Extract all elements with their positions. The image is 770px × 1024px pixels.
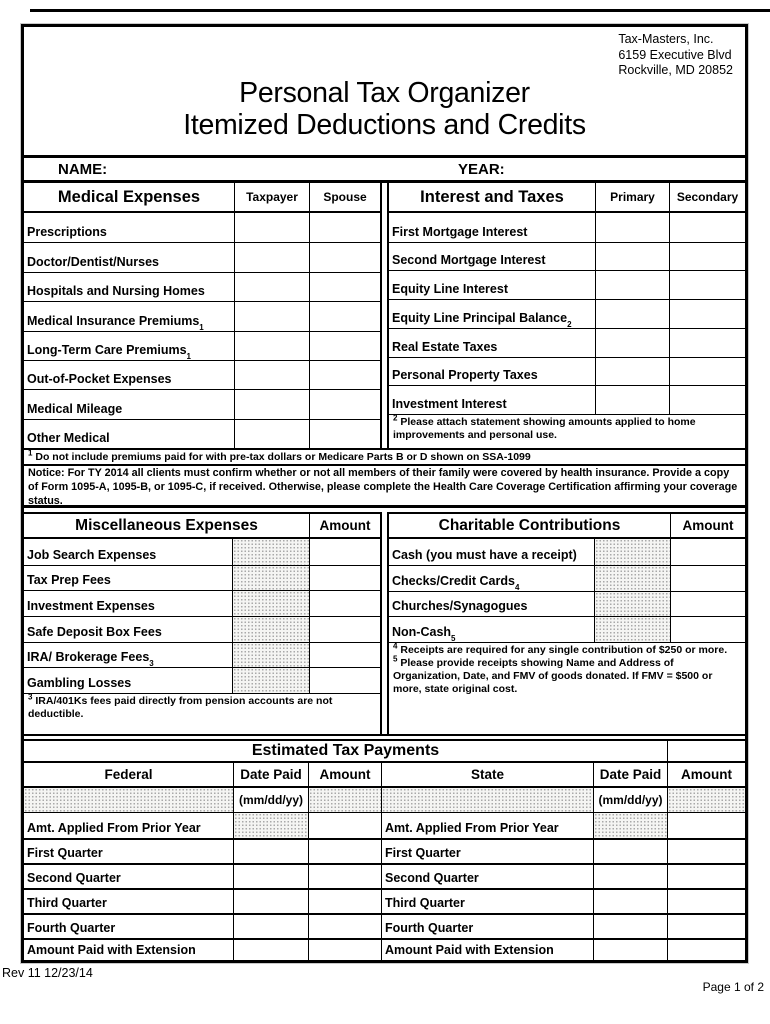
amount-cell[interactable]	[309, 565, 380, 591]
shaded-cell	[232, 616, 309, 642]
row-label: Churches/Synagogues	[389, 591, 594, 617]
spouse-amount-cell[interactable]	[309, 360, 380, 389]
secondary-amount-cell[interactable]	[669, 385, 745, 414]
shaded-cell	[594, 565, 670, 591]
primary-amount-cell[interactable]	[595, 299, 669, 328]
amount-cell[interactable]	[670, 565, 745, 591]
row-label: Job Search Expenses	[27, 547, 157, 562]
estimated-title-side-cell	[667, 741, 745, 763]
row-label: Safe Deposit Box Fees	[24, 616, 232, 642]
page-title	[24, 77, 745, 141]
medical-footnote: $^1$ Do not include premiums paid for with pre-tax dollars or Medicare Parts B or D shown on SSA-1099	[24, 448, 745, 466]
form-frame	[21, 24, 748, 963]
date-format-hint: (mm/dd/yy)	[593, 788, 667, 812]
row-label: Amt. Applied From Prior Year	[381, 812, 593, 838]
row-label: Long-Term Care Premiums 1	[24, 331, 234, 360]
shaded-cell	[593, 812, 667, 838]
spouse-amount-cell[interactable]	[309, 419, 380, 448]
amount-cell[interactable]	[308, 888, 381, 913]
date-paid-cell[interactable]	[593, 863, 667, 888]
secondary-amount-cell[interactable]	[669, 270, 745, 299]
spouse-amount-cell[interactable]	[309, 389, 380, 418]
charitable-footnote-5: $^5$ Please provide receipts showing Name and Address of Organization, Date, and FMV of goods donated. If FMV = $500 or more, state original cost.	[393, 654, 713, 695]
row-label: Amount Paid with Extension	[24, 938, 233, 960]
date-paid-cell[interactable]	[233, 863, 308, 888]
primary-amount-cell[interactable]	[595, 328, 669, 357]
shaded-cell	[232, 565, 309, 591]
row-label: First Quarter	[381, 838, 593, 863]
misc-charitable-section	[24, 512, 745, 734]
row-label: Equity Line Principal Balance 2	[389, 299, 595, 328]
amount-cell[interactable]	[309, 616, 380, 642]
row-label: Other Medical	[24, 419, 234, 448]
spouse-amount-cell[interactable]	[309, 301, 380, 330]
estimated-title: Estimated Tax Payments	[24, 741, 667, 763]
company-address-block	[618, 32, 733, 79]
amount-cell[interactable]	[308, 838, 381, 863]
shaded-cell	[232, 539, 309, 565]
primary-column-header: Primary	[595, 183, 669, 213]
estimated-tax-payments-table	[24, 739, 745, 960]
row-label: Second Mortgage Interest	[389, 242, 595, 271]
row-label: Hospitals and Nursing Homes	[24, 272, 234, 301]
shaded-cell	[667, 788, 745, 812]
charitable-contributions-table	[387, 512, 745, 734]
date-paid-cell[interactable]	[593, 938, 667, 960]
amount-cell[interactable]	[308, 812, 381, 838]
amount-cell[interactable]	[309, 642, 380, 668]
charitable-amount-column-header: Amount	[670, 514, 745, 539]
taxpayer-amount-cell[interactable]	[234, 242, 309, 271]
shaded-cell	[232, 642, 309, 668]
row-label: Third Quarter	[381, 888, 593, 913]
interest-footnote: $^2$ Please attach statement showing amounts applied to home improvements and personal use.	[389, 414, 745, 448]
interest-taxes-table	[387, 183, 745, 448]
primary-amount-cell[interactable]	[595, 270, 669, 299]
company-name: Tax-Masters, Inc.	[618, 32, 714, 46]
amount-cell[interactable]	[309, 539, 380, 565]
primary-amount-cell[interactable]	[595, 385, 669, 414]
charitable-footnote-4: $^4$ Receipts are required for any single contribution of $250 or more.	[393, 641, 728, 656]
row-label: Second Quarter	[24, 863, 233, 888]
spouse-column-header: Spouse	[309, 183, 380, 213]
spouse-amount-cell[interactable]	[309, 331, 380, 360]
taxpayer-column-header: Taxpayer	[234, 183, 309, 213]
medical-table-title: Medical Expenses	[24, 183, 234, 213]
amount-cell[interactable]	[309, 667, 380, 693]
misc-table-title: Miscellaneous Expenses	[24, 514, 309, 539]
amount-cell[interactable]	[667, 913, 745, 938]
name-fill-area[interactable]	[119, 158, 449, 180]
title-line-2: Itemized Deductions and Credits	[183, 109, 586, 141]
page-number: Page 1 of 2	[702, 980, 764, 994]
row-label: Second Quarter	[381, 863, 593, 888]
spouse-amount-cell[interactable]	[309, 242, 380, 271]
spouse-amount-cell[interactable]	[309, 213, 380, 242]
amount-cell[interactable]	[667, 888, 745, 913]
row-label: IRA/ Brokerage Fees 3	[24, 642, 232, 668]
row-label: Medical Mileage	[24, 389, 234, 418]
date-paid-column-header: Date Paid	[233, 763, 308, 788]
amount-cell[interactable]	[667, 938, 745, 960]
amount-cell[interactable]	[670, 616, 745, 642]
row-label: Fourth Quarter	[381, 913, 593, 938]
interest-table-title: Interest and Taxes	[389, 183, 595, 213]
medical-expenses-table	[24, 183, 382, 448]
spouse-amount-cell[interactable]	[309, 272, 380, 301]
taxpayer-amount-cell[interactable]	[234, 301, 309, 330]
amount-cell[interactable]	[308, 913, 381, 938]
company-city: Rockville, MD 20852	[618, 63, 733, 77]
date-paid-cell[interactable]	[593, 888, 667, 913]
charitable-footnotes	[389, 642, 745, 734]
primary-amount-cell[interactable]	[595, 357, 669, 386]
amount-cell[interactable]	[308, 938, 381, 960]
amount-cell[interactable]	[670, 539, 745, 565]
shaded-cell	[594, 539, 670, 565]
amount-cell[interactable]	[309, 590, 380, 616]
row-label: Amount Paid with Extension	[381, 938, 593, 960]
row-label: Personal Property Taxes	[389, 357, 595, 386]
row-label: Cash (you must have a receipt)	[392, 547, 577, 562]
misc-amount-column-header: Amount	[309, 514, 380, 539]
date-paid-cell[interactable]	[593, 913, 667, 938]
row-label: Real Estate Taxes	[389, 328, 595, 357]
secondary-column-header: Secondary	[669, 183, 745, 213]
row-label: Equity Line Interest	[389, 270, 595, 299]
taxpayer-amount-cell[interactable]	[234, 272, 309, 301]
row-label: Investment Interest	[389, 385, 595, 414]
health-coverage-notice: Notice: For TY 2014 all clients must confirm whether or not all members of their family were covered by health insurance. Provide a copy of Form 1095-A, 1095-B, or 1095-C, if received. Otherwise, please complete the Health Care Coverage Certification affirming your coverage status.	[24, 466, 745, 508]
row-label: Tax Prep Fees	[24, 565, 232, 591]
row-label: Medical Insurance Premiums 1	[24, 301, 234, 330]
year-label: YEAR:	[458, 161, 505, 178]
charitable-table-title: Charitable Contributions	[389, 514, 670, 539]
federal-column-header: Federal	[24, 763, 233, 788]
row-label: Doctor/Dentist/Nurses	[24, 242, 234, 271]
date-paid-cell[interactable]	[233, 913, 308, 938]
date-paid-cell[interactable]	[233, 938, 308, 960]
row-label: Amt. Applied From Prior Year	[24, 812, 233, 838]
amount-cell[interactable]	[667, 812, 745, 838]
row-label: Checks/Credit Cards 4	[389, 565, 594, 591]
row-label: Out-of-Pocket Expenses	[24, 360, 234, 389]
row-label: First Quarter	[24, 838, 233, 863]
primary-amount-cell[interactable]	[595, 213, 669, 242]
shaded-cell	[233, 812, 308, 838]
row-label: Fourth Quarter	[24, 913, 233, 938]
row-label: Investment Expenses	[24, 590, 232, 616]
form-header	[24, 27, 745, 158]
primary-amount-cell[interactable]	[595, 242, 669, 271]
date-paid-cell[interactable]	[233, 888, 308, 913]
name-label: NAME:	[58, 161, 108, 178]
company-street: 6159 Executive Blvd	[618, 47, 732, 62]
shaded-cell	[594, 591, 670, 617]
misc-footnote: $^3$ IRA/401Ks fees paid directly from pension accounts are not deductible.	[24, 693, 380, 734]
page-edge-artifact	[30, 9, 770, 12]
shaded-cell	[232, 590, 309, 616]
taxpayer-amount-cell[interactable]	[234, 360, 309, 389]
name-year-bar	[24, 158, 745, 183]
row-label: Gambling Losses	[24, 667, 232, 693]
amount-cell[interactable]	[667, 863, 745, 888]
secondary-amount-cell[interactable]	[669, 328, 745, 357]
year-fill-area[interactable]	[514, 158, 734, 180]
amount-cell[interactable]	[308, 863, 381, 888]
medical-interest-section	[24, 183, 745, 448]
taxpayer-amount-cell[interactable]	[234, 389, 309, 418]
shaded-cell	[594, 616, 670, 642]
shaded-cell	[308, 788, 381, 812]
amount-cell[interactable]	[670, 591, 745, 617]
secondary-amount-cell[interactable]	[669, 242, 745, 271]
taxpayer-amount-cell[interactable]	[234, 331, 309, 360]
shaded-cell	[381, 788, 593, 812]
amount-cell[interactable]	[667, 838, 745, 863]
amount-column-header: Amount	[667, 763, 745, 788]
row-label: First Mortgage Interest	[392, 224, 528, 239]
secondary-amount-cell[interactable]	[669, 357, 745, 386]
row-label: Non-Cash 5	[389, 616, 594, 642]
taxpayer-amount-cell[interactable]	[234, 213, 309, 242]
row-label: Prescriptions	[27, 225, 107, 240]
row-label: Third Quarter	[24, 888, 233, 913]
shaded-cell	[24, 788, 233, 812]
revision-note: Rev 11 12/23/14	[2, 966, 93, 980]
taxpayer-amount-cell[interactable]	[234, 419, 309, 448]
shaded-cell	[232, 667, 309, 693]
miscellaneous-expenses-table	[24, 512, 382, 734]
secondary-amount-cell[interactable]	[669, 213, 745, 242]
date-format-hint: (mm/dd/yy)	[233, 788, 308, 812]
title-line-1: Personal Tax Organizer	[239, 77, 530, 109]
date-paid-column-header: Date Paid	[593, 763, 667, 788]
date-paid-cell[interactable]	[233, 838, 308, 863]
state-column-header: State	[381, 763, 593, 788]
secondary-amount-cell[interactable]	[669, 299, 745, 328]
date-paid-cell[interactable]	[593, 838, 667, 863]
amount-column-header: Amount	[308, 763, 381, 788]
